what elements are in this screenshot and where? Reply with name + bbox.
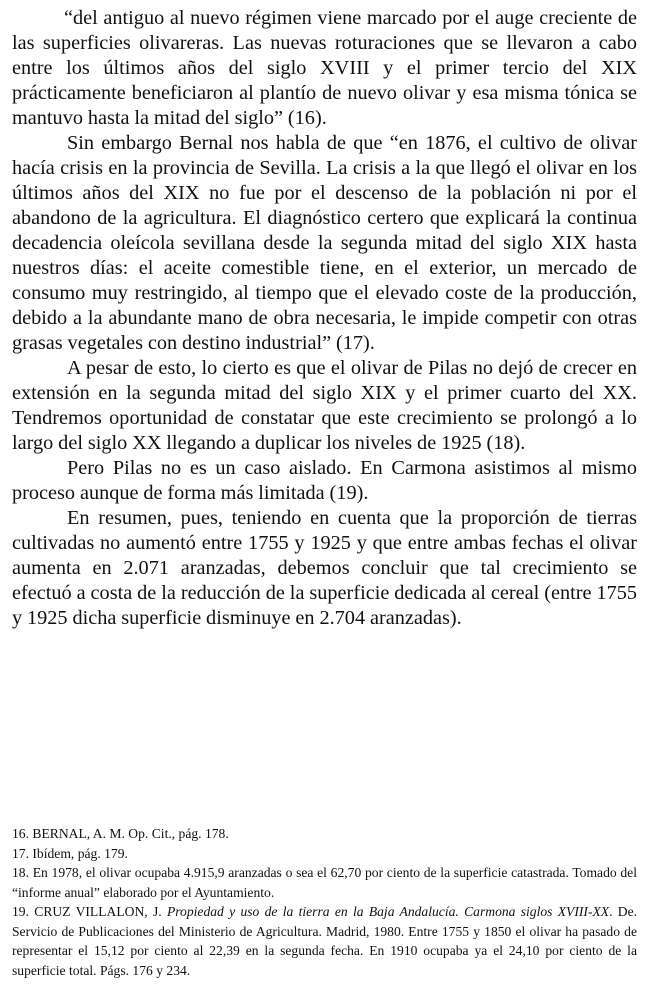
body-text (12, 6, 637, 631)
paragraph-resumen: En resumen, pues, teniendo en cuenta que la proporción de tierras cultivadas no aumentó entre 1755 y 1925 y que entre ambas fechas el olivar aumenta en 2.071 aranzadas, debemos concluir que tal crecimiento se efectuó a costa de la reducción de la superficie dedicada al cereal (entre 1755 y 1925 dicha superficie disminuye en 2.704 aranzadas). (12, 507, 637, 629)
paragraph-pilas: A pesar de esto, lo cierto es que el olivar de Pilas no dejó de crecer en extensión en la segunda mitad del siglo XIX y el primer cuarto del XX. Tendremos oportunidad de constatar que este crecimiento se prolongó a lo largo del siglo XX llegando a duplicar los niveles de 1925 (18). (12, 357, 637, 454)
footnote-19 (12, 902, 637, 980)
footnote-16: 16. BERNAL, A. M. Op. Cit., pág. 178. (12, 826, 229, 841)
footnote-17: 17. Ibídem, pág. 179. (12, 845, 128, 861)
footnote-18: 18. En 1978, el olivar ocupaba 4.915,9 aranzadas o sea el 62,70 por ciento de la superficie catastrada. Tomado del “informe anual” elaborado por el Ayuntamiento. (12, 865, 637, 900)
page-body (12, 6, 637, 631)
footnotes (12, 824, 637, 980)
footnote-19-rest: . De. Servicio de Publicaciones del Ministerio de Agricultura. Madrid, 1980. Entre 1755 y 1850 el olivar ha pasado de representar el 15,12 por ciento al 22,39 en la segunda fecha. En 1910 ocupaba ya el 24,10 por ciento de la superficie total. Págs. 176 y 234. (12, 904, 638, 978)
footnote-19-title: Propiedad y uso de la tierra en la Baja Andalucía. Carmona siglos XVIII-XX (166, 904, 610, 919)
paragraph-bernal: Sin embargo Bernal nos habla de que “en 1876, el cultivo de olivar hacía crisis en la provincia de Sevilla. La crisis a la que llegó el olivar en los últimos años del XIX no fue por el descenso de la población ni por el abandono de la agricultura. El diagnóstico certero que explicará la continua decadencia oleícola sevillana desde la segunda mitad del siglo XIX hasta nuestros días: el aceite comestible tiene, en el exterior, un mercado de consumo muy restringido, al tiempo que el elevado coste de la producción, debido a la abundante mano de obra necesaria, le impide competir con otras grasas vegetales con destino industrial” (17). (12, 132, 637, 354)
footnote-19-author: 19. CRUZ VILLALON, J. (12, 904, 167, 919)
paragraph-quote: “del antiguo al nuevo régimen viene marcado por el auge creciente de las superficies olivareras. Las nuevas roturaciones que se llevaron a cabo entre los últimos años del siglo XVIII y el primer tercio del XIX prácticamente beneficiaron al plantío de nuevo olivar y esa misma tónica se mantuvo hasta la mitad del siglo” (16). (12, 7, 637, 129)
paragraph-carmona: Pero Pilas no es un caso aislado. En Carmona asistimos al mismo proceso aunque de forma más limitada (19). (12, 457, 637, 504)
